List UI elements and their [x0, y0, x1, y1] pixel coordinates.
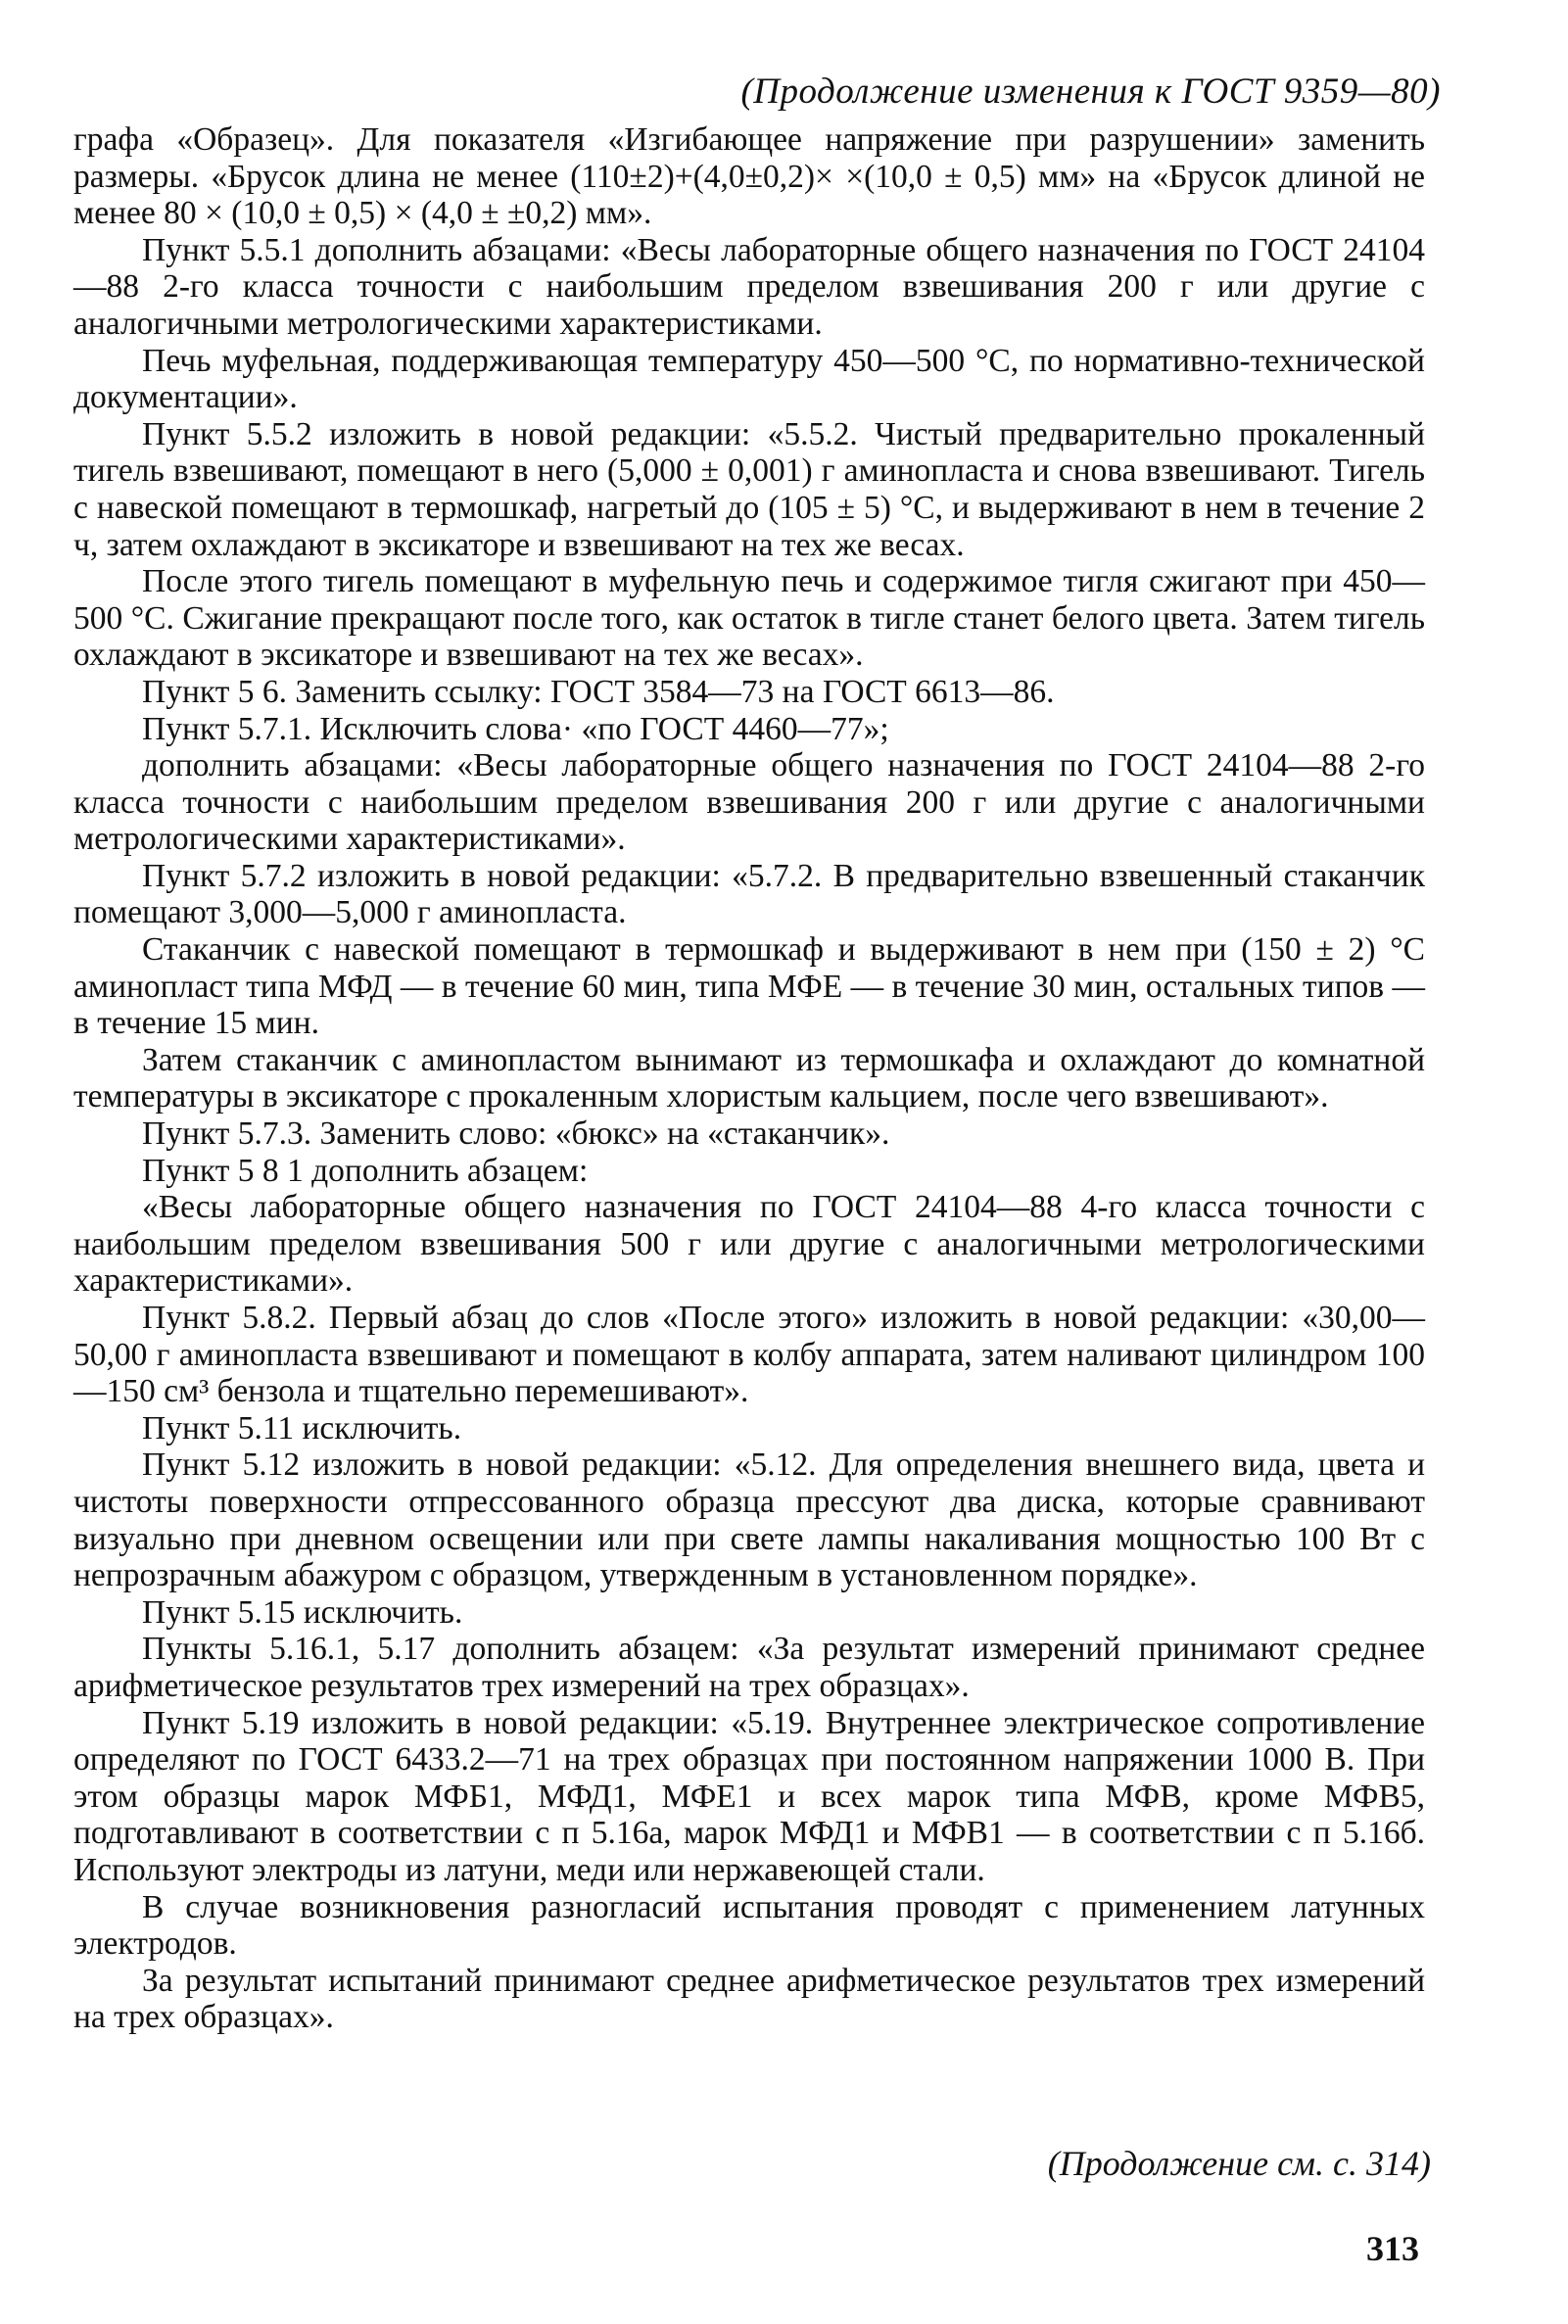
paragraph: Затем стаканчик с аминопластом вынимают из термошкафа и охлаждают до комнатной температуры в эксикаторе с прокаленным хлористым кальцием, после чего взвешивают».	[73, 1041, 1425, 1115]
page-number: 313	[1366, 2229, 1419, 2268]
paragraph: дополнить абзацами: «Весы лабораторные общего назначения по ГОСТ 24104—88 2-го класса точности с наибольшим пределом взвешивания 200 г или другие с аналогичными метрологическими характеристиками».	[73, 747, 1425, 858]
document-body	[73, 121, 1425, 2036]
running-head: (Продолжение изменения к ГОСТ 9359—80)	[740, 71, 1441, 112]
paragraph: Пункт 5.7.2 изложить в новой редакции: «5.7.2. В предварительно взвешенный стаканчик помещают 3,000—5,000 г аминопласта.	[73, 857, 1425, 931]
paragraph: Пункт 5 8 1 дополнить абзацем:	[142, 1152, 589, 1189]
paragraph: Пункт 5 6. Заменить ссылку: ГОСТ 3584—73 на ГОСТ 6613—86.	[142, 673, 1055, 710]
paragraph: «Весы лабораторные общего назначения по ГОСТ 24104—88 4-го класса точности с наибольшим пределом взвешивания 500 г или другие с аналогичными метрологическими характеристиками».	[73, 1189, 1425, 1300]
paragraph: Печь муфельная, поддерживающая температуру 450—500 °С, по нормативно-технической документации».	[73, 342, 1425, 416]
paragraph: графа «Образец». Для показателя «Изгибающее напряжение при разрушении» заменить размеры. «Брусок длина не менее (110±2)+(4,0±0,2)× ×(10,0 ± 0,5) мм» на «Брусок длиной не менее 80 × (10,0 ± 0,5) × (4,0 ± ±0,2) мм».	[73, 121, 1425, 232]
paragraph: Пункт 5.5.2 изложить в новой редакции: «5.5.2. Чистый предварительно прокаленный тигель взвешивают, помещают в него (5,000 ± 0,001) г аминопласта и снова взвешивают. Тигель с навеской помещают в термошкаф, нагретый до (105 ± 5) °С, и выдерживают в нем в течение 2 ч, затем охлаждают в эксикаторе и взвешивают на тех же весах.	[73, 415, 1425, 563]
paragraph: Пункт 5.5.1 дополнить абзацами: «Весы лабораторные общего назначения по ГОСТ 24104—88 2-го класса точности с наибольшим пределом взвешивания 200 г или другие с аналогичными метрологическими характеристиками.	[73, 231, 1425, 342]
paragraph: Пункт 5.11 исключить.	[142, 1409, 462, 1447]
paragraph: Пункт 5.19 изложить в новой редакции: «5.19. Внутреннее электрическое сопротивление определяют по ГОСТ 6433.2—71 на трех образцах при постоянном напряжении 1000 В. При этом образцы марок МФБ1, МФД1, МФЕ1 и всех марок типа МФВ, кроме МФВ5, подготавливают в соответствии с п 5.16а, марок МФД1 и МФВ1 — в соответствии с п 5.16б. Используют электроды из латуни, меди или нержавеющей стали.	[73, 1704, 1425, 1888]
paragraph: Стаканчик с навеской помещают в термошкаф и выдерживают в нем при (150 ± 2) °С аминопласт типа МФД — в течение 60 мин, типа МФЕ — в течение 30 мин, остальных типов — в течение 15 мин.	[73, 931, 1425, 1042]
paragraph: Пункт 5.12 изложить в новой редакции: «5.12. Для определения внешнего вида, цвета и чистоты поверхности отпрессованного образца прессуют два диска, которые сравнивают визуально при дневном освещении или при свете лампы накаливания мощностью 100 Вт с непрозрачным абажуром с образцом, утвержденным в установленном порядке».	[73, 1447, 1425, 1594]
paragraph: Пункт 5.15 исключить.	[142, 1593, 463, 1631]
paragraph: Пункт 5.7.3. Заменить слово: «бюкс» на «стаканчик».	[142, 1115, 890, 1153]
paragraph: Пункты 5.16.1, 5.17 дополнить абзацем: «За результат измерений принимают среднее арифметическое результатов трех измерений на трех образцах».	[73, 1631, 1425, 1704]
paragraph: За результат испытаний принимают среднее арифметическое результатов трех измерений на трех образцах».	[73, 1962, 1425, 2036]
paragraph: Пункт 5.7.1. Исключить слова· «по ГОСТ 4460—77»;	[142, 710, 889, 747]
paragraph: В случае возникновения разногласий испытания проводят с применением латунных электродов.	[73, 1888, 1425, 1963]
paragraph: Пункт 5.8.2. Первый абзац до слов «После этого» изложить в новой редакции: «30,00—50,00 г аминопласта взвешивают и помещают в колбу аппарата, затем наливают цилиндром 100—150 см³ бензола и тщательно перемешивают».	[73, 1300, 1425, 1410]
continuation-note: (Продолжение см. с. 314)	[1047, 2144, 1431, 2183]
paragraph: После этого тигель помещают в муфельную печь и содержимое тигля сжигают при 450—500 °С. Сжигание прекращают после того, как остаток в тигле станет белого цвета. Затем тигель охлаждают в эксикаторе и взвешивают на тех же весах».	[73, 563, 1425, 674]
